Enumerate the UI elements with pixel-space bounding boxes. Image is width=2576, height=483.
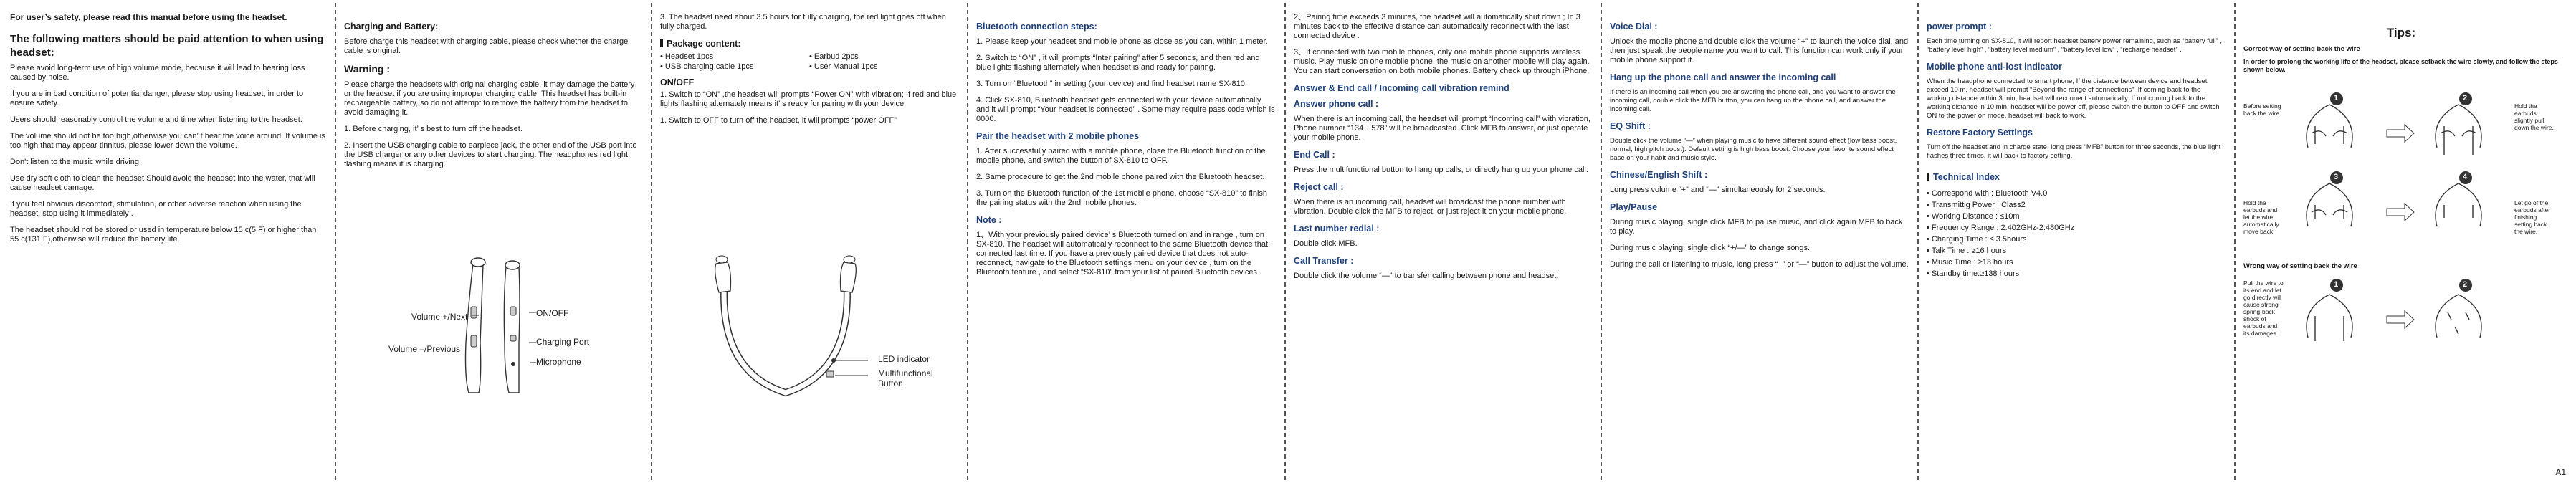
warning-heading: Warning : (344, 63, 391, 75)
bluetooth-heading: Bluetooth connection steps: (976, 21, 1097, 32)
volume-para: During the call or listening to music, long press “+” or “—” button to adjust the volume. (1610, 260, 1909, 269)
reject-heading: Reject call : (1294, 182, 1344, 192)
pairing-timeout-para: 2、Pairing time exceeds 3 minutes, the headset will automatically shut down ; In 3 minutes back to the effective distance can automatically reconnect with the last connected device . (1294, 13, 1580, 40)
charging-column (337, 13, 649, 472)
eq-para: Double click the volume “—” when playing music to have different sound effect (low bass boost, normal, high pitch boost). Default setting is high bass boost. Choose your favorite sound effect base on your habit and music style. (1610, 137, 1897, 162)
safety-heading: The following matters should be paid attention to when using headset: (10, 33, 324, 59)
tech-list (1927, 188, 2226, 279)
restore-heading: Restore Factory Settings (1927, 128, 2033, 138)
warning-para: Please charge the headsets with original charging cable, it may damage the battery or the headset if you are using improper charging cable. This headset has built-in rechargeable battery, so do not attempt to remove the battery from the headset to avoid damaging it. (344, 80, 635, 117)
wrong-steps-illustration (2286, 269, 2509, 348)
hang-up-para: If there is an incoming call when you are answering the phone call, and you want to answer the incoming call, double click the MFB button, you can hang up the phone call, and answer the incoming call. (1610, 88, 1896, 113)
play-pause-heading: Play/Pause (1610, 202, 1658, 212)
tech-item: • Transmittig Power : Class2 (1927, 201, 2026, 209)
charging-step: 2. Insert the USB charging cable to earpiece jack, the other end of the USB port into the USB charger or any other devices to start charging. The headphones red light flashing means it is charging. (344, 141, 637, 168)
tech-item: • Music Time : ≥13 hours (1927, 258, 2013, 267)
charging-time-para: 3. The headset need about 3.5 hours for fully charging, the red light goes off when fully charged. (660, 13, 946, 31)
bluetooth-step: 2. Switch to “ON” , it will prompts “Inter pairing” after 5 seconds, and then red and blue lights flashing alternately when headset is and ready for pairing. (976, 54, 1260, 72)
correct-heading: Correct way of setting back the wire (2243, 45, 2360, 53)
transfer-heading: Call Transfer : (1294, 256, 1354, 266)
anti-lost-para: When the headphone connected to smart phone, If the distance between device and headset exceed 10 m, headset will prompt “Beyond the range of connections” .If coming back to the working distance within 3 min, headset will reconnect automatically. If not coming back to the working distance in 10 min, headset will be power off, please switch the button to OFF and switch ON to the power on mode, headset will back to work. (1927, 77, 2220, 120)
tech-heading: Technical Index (1927, 172, 2226, 182)
wrong-heading: Wrong way of setting back the wire (2243, 262, 2357, 270)
end-call-heading: End Call : (1294, 150, 1335, 160)
bluetooth-step: 3. Turn on “Bluetooth” in setting (your device) and find headset name SX-810. (976, 80, 1247, 88)
correct-para: In order to prolong the working life of the headset, please setback the wire slowly, and follow the steps shown below. (2243, 58, 2558, 73)
transfer-para: Double click the volume “—” to transfer calling between phone and headset. (1294, 272, 1559, 280)
neckband-diagram (703, 249, 868, 414)
correct-steps-illustration (2286, 90, 2509, 248)
tech-item: • Charging Time : ≤ 3.5hours (1927, 235, 2027, 244)
power-column (1919, 13, 2233, 472)
voice-dial-heading: Voice Dial : (1610, 21, 1658, 32)
intro-text: For user’s safety, please read this manual before using the headset. (10, 13, 287, 22)
play-pause-para: During music playing, single click MFB to pause music, and click again MFB to back to play. (1610, 218, 1903, 236)
tech-item: • Standby time:≥138 hours (1927, 269, 2020, 278)
package-item: • Headset 1pcs (660, 52, 714, 61)
redial-heading: Last number redial : (1294, 224, 1380, 234)
eq-heading: EQ Shift : (1610, 121, 1651, 131)
bluetooth-column (969, 13, 1283, 472)
column-divider (651, 3, 652, 480)
pair-step: 2. Same procedure to get the 2nd mobile phone paired with the Bluetooth headset. (976, 173, 1265, 181)
safety-para: Don't listen to the music while driving. (10, 158, 142, 166)
caption-hold-2: Hold the earbuds and let the wire automatically move back. (2243, 199, 2279, 235)
step-number: 1 (2334, 280, 2339, 289)
package-item: • Earbud 2pcs (809, 52, 859, 61)
package-item: • USB charging cable 1pcs (660, 62, 754, 71)
mfb-label-button: Button (878, 378, 903, 388)
column-divider (2234, 3, 2236, 480)
pair-step: 1. After successfully paired with a mobile phone, close the Bluetooth function of the mobile phone, and switch the button of SX-810 to OFF. (976, 147, 1266, 165)
answer-subheading: Answer phone call : (1294, 99, 1379, 109)
end-call-para: Press the multifunctional button to hang up calls, or directly hang up your phone call. (1294, 166, 1588, 174)
onoff-heading: ON/OFF (660, 77, 695, 87)
caption-hold: Hold the earbuds slightly pull down the wire. (2514, 102, 2554, 131)
column-divider (1284, 3, 1286, 480)
anti-lost-heading: Mobile phone anti-lost indicator (1927, 62, 2062, 72)
safety-para: The headset should not be stored or used in temperature below 15 c(5 F) or higher than 55 c(131 F),otherwise will reduce the battery life. (10, 226, 317, 244)
power-prompt-para: Each time turning on SX-810, it will report headset battery power remaining, such as “battery full” , “battery level high” , “battery level medium” , “battery level low” , “recharge headset” . (1927, 37, 2222, 54)
step-number: 2 (2463, 280, 2468, 289)
tech-item: • Talk Time : ≥16 hours (1927, 247, 2007, 255)
safety-para: Please avoid long-term use of high volume mode, because it will lead to hearing loss caused by noise. (10, 64, 305, 82)
onoff-para: 1. Switch to OFF to turn off the headset, it will prompts “power OFF” (660, 116, 897, 125)
safety-para: Use dry soft cloth to clean the headset Should avoid the headset into the water, that will cause headset damage. (10, 174, 315, 192)
volume-plus-label: Volume +/Next (411, 312, 468, 322)
change-song-para: During music playing, single click “+/—” to change songs. (1610, 244, 1811, 252)
safety-para: If you feel obvious discomfort, stimulation, or other adverse reaction when using the headset, stop using it immediately . (10, 200, 302, 218)
two-phones-para: 3、If connected with two mobile phones, only one mobile phone supports wireless music. Play music on one mobile phone, the music on another mobile will play again. You can start conversation on both mobile phones. Battery check up through iPhone. (1294, 48, 1590, 75)
charging-heading: Charging and Battery: (344, 21, 439, 32)
redial-para: Double click MFB. (1294, 239, 1358, 248)
tech-item: • Correspond with : Bluetooth V4.0 (1927, 189, 2048, 198)
safety-para: Users should reasonably control the volume and time when listening to the headset. (10, 115, 302, 124)
controls-column (1603, 13, 1916, 472)
step-number: 4 (2463, 173, 2468, 181)
page-label: A1 (2555, 467, 2566, 477)
column-divider (1917, 3, 1919, 480)
step-number: 2 (2463, 94, 2468, 102)
package-item: • User Manual 1pcs (809, 62, 878, 71)
column-divider (967, 3, 968, 480)
language-heading: Chinese/English Shift : (1610, 170, 1708, 180)
language-para: Long press volume “+” and “—” simultaneously for 2 seconds. (1610, 186, 1826, 194)
step-number: 3 (2334, 173, 2339, 181)
bluetooth-step: 1. Please keep your headset and mobile phone as close as you can, within 1 meter. (976, 37, 1268, 46)
answer-heading: Answer & End call / Incoming call vibration remind (1294, 83, 1509, 93)
tech-item: • Frequency Range : 2.402GHz-2.480GHz (1927, 224, 2075, 232)
calls-column (1287, 13, 1599, 472)
note-para: 1、With your previously paired device’ s Bluetooth turned on and in range , turn on SX-810. The headset will automatically reconnect to the same Bluetooth device that connected last time. If you have a previously paired device that does not auto-reconnect, navigate to the Bluetooth settings menu on your device , turn on the Bluetooth feature , and select “SX-810” from your list of paired Bluetooth devices . (976, 231, 1269, 277)
power-prompt-heading: power prompt : (1927, 21, 1992, 32)
restore-para: Turn off the headset and in charge state, long press “MFB” button for three seconds, the blue light flashes three times, it will back to factory setting. (1927, 143, 2221, 160)
column-divider (335, 3, 336, 480)
package-heading: Package content: (660, 39, 958, 49)
mfb-label: Multifunctional (878, 368, 933, 378)
charging-para: Before charge this headset with charging cable, please check whether the charge cable is original. (344, 37, 629, 55)
wrong-caption: Pull the wire to its end and let go directly will cause strong spring-back shock of earbuds and its damages. (2243, 279, 2284, 337)
tips-title: Tips: (2386, 26, 2416, 39)
package-column (653, 13, 965, 472)
pair-step: 3. Turn on the Bluetooth function of the 1st mobile phone, choose “SX-810” to finish the pairing status with the 2nd mobile phones. (976, 189, 1268, 207)
note-heading: Note : (976, 215, 1002, 225)
bluetooth-step: 4. Click SX-810, Bluetooth headset gets connected with your device automatically and it will prompt “Your headset is connected” . Some may require pass code which is 0000. (976, 96, 1275, 123)
safety-para: The volume should not be too high,otherwise you can’ t hear the voice around. If volume is too high that may appear tinnitus, please lower down the volume. (10, 132, 325, 150)
pair-heading: Pair the headset with 2 mobile phones (976, 131, 1140, 141)
tech-item: • Working Distance : ≤10m (1927, 212, 2020, 221)
microphone-label: Microphone (536, 357, 581, 367)
tips-column (2236, 13, 2576, 472)
onoff-label: ON/OFF (536, 308, 569, 318)
column-divider (1601, 3, 1602, 480)
safety-para: If you are in bad condition of potential danger, please stop using headset, in order to ensure safety. (10, 90, 304, 107)
safety-column (0, 13, 333, 472)
voice-dial-para: Unlock the mobile phone and double click the volume “+” to launch the voice dial, and then just speak the people name you want to call. This function can work only if your mobile phone support it. (1610, 37, 1909, 64)
answer-para: When there is an incoming call, the headset will prompt “Incoming call” with vibration, Phone number “134…578” will be broadcasted. Click MFB to answer, or just operate your mobile phone. (1294, 115, 1590, 142)
led-indicator-label: LED indicator (878, 354, 930, 364)
caption-before: Before setting back the wire. (2243, 102, 2281, 117)
hang-up-heading: Hang up the phone call and answer the incoming call (1610, 72, 1836, 82)
volume-minus-label: Volume –/Previous (388, 344, 461, 354)
step-number: 1 (2334, 94, 2339, 102)
package-list (660, 52, 958, 72)
onoff-para: 1. Switch to “ON” ,the headset will prompts “Power ON” with vibration; If red and blue lights flashing alternately means it’ s ready for pairing with your device. (660, 90, 957, 108)
reject-para: When there is an incoming call, headset will broadcast the phone number with vibration. Double click the MFB to reject, or just reject it on your mobile phone. (1294, 198, 1567, 216)
caption-let-go: Let go of the earbuds after finishing setting back the wire. (2514, 199, 2551, 235)
charging-step: 1. Before charging, it’ s best to turn off the headset. (344, 125, 523, 133)
charging-port-label: Charging Port (536, 337, 590, 347)
